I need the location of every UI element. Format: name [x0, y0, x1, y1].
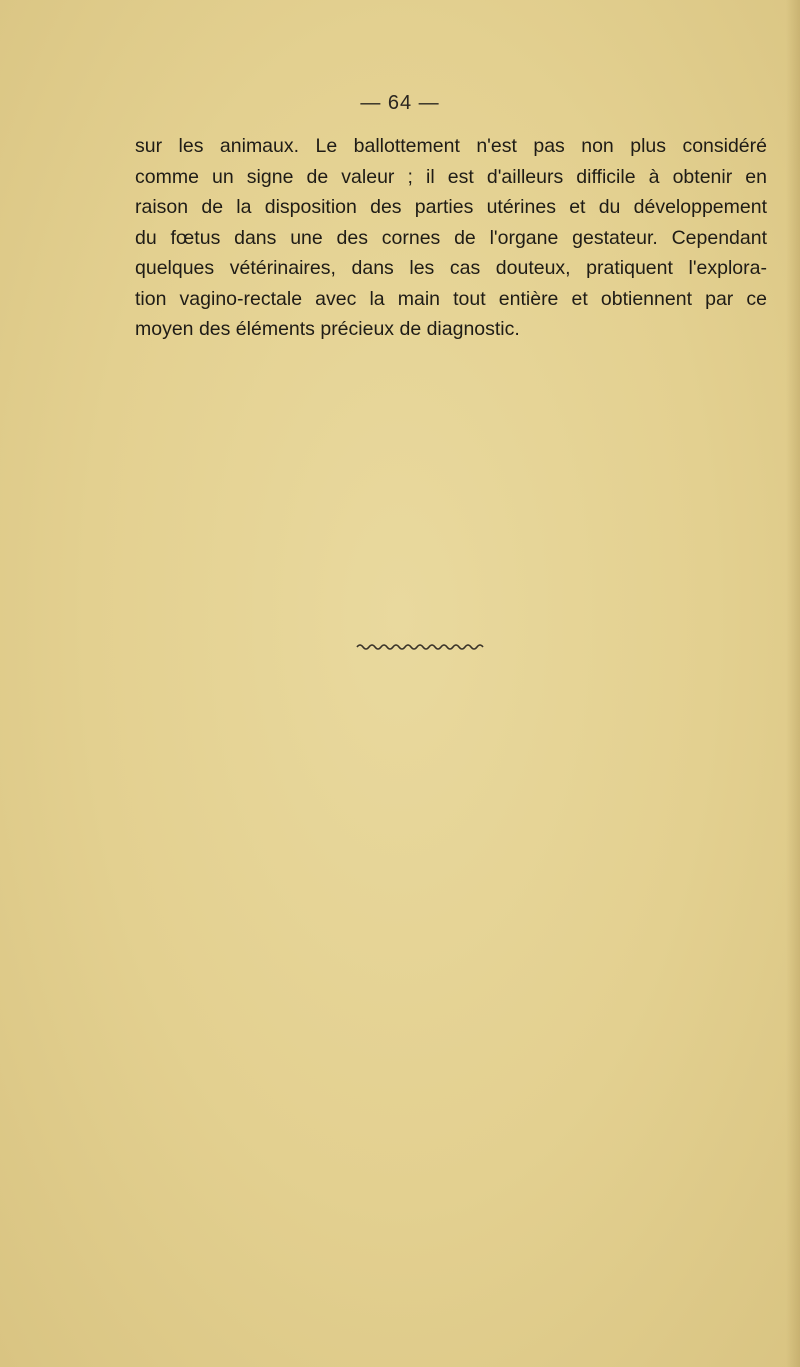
text-line: moyen des éléments précieux de diagnostic. — [135, 318, 520, 340]
paragraph — [135, 131, 767, 345]
text-line: quelques vétérinaires, dans les cas douteux, pratiquent l'explora- — [135, 257, 767, 279]
text-line: tion vagino-rectale avec la main tout entière et obtiennent par ce — [135, 287, 767, 310]
wavy-rule-ornament-icon — [355, 640, 485, 652]
text-line: sur les animaux. Le ballottement n'est pas non plus considéré — [135, 135, 767, 157]
text-line: raison de la disposition des parties utérines et du développement — [135, 196, 767, 218]
page-number: — 64 — — [360, 92, 440, 114]
text-line: comme un signe de valeur ; il est d'ailleurs difficile à obtenir en — [135, 165, 767, 188]
text-line: du fœtus dans une des cornes de l'organe gestateur. Cependant — [135, 226, 767, 249]
page-edge-shadow — [786, 0, 800, 1367]
